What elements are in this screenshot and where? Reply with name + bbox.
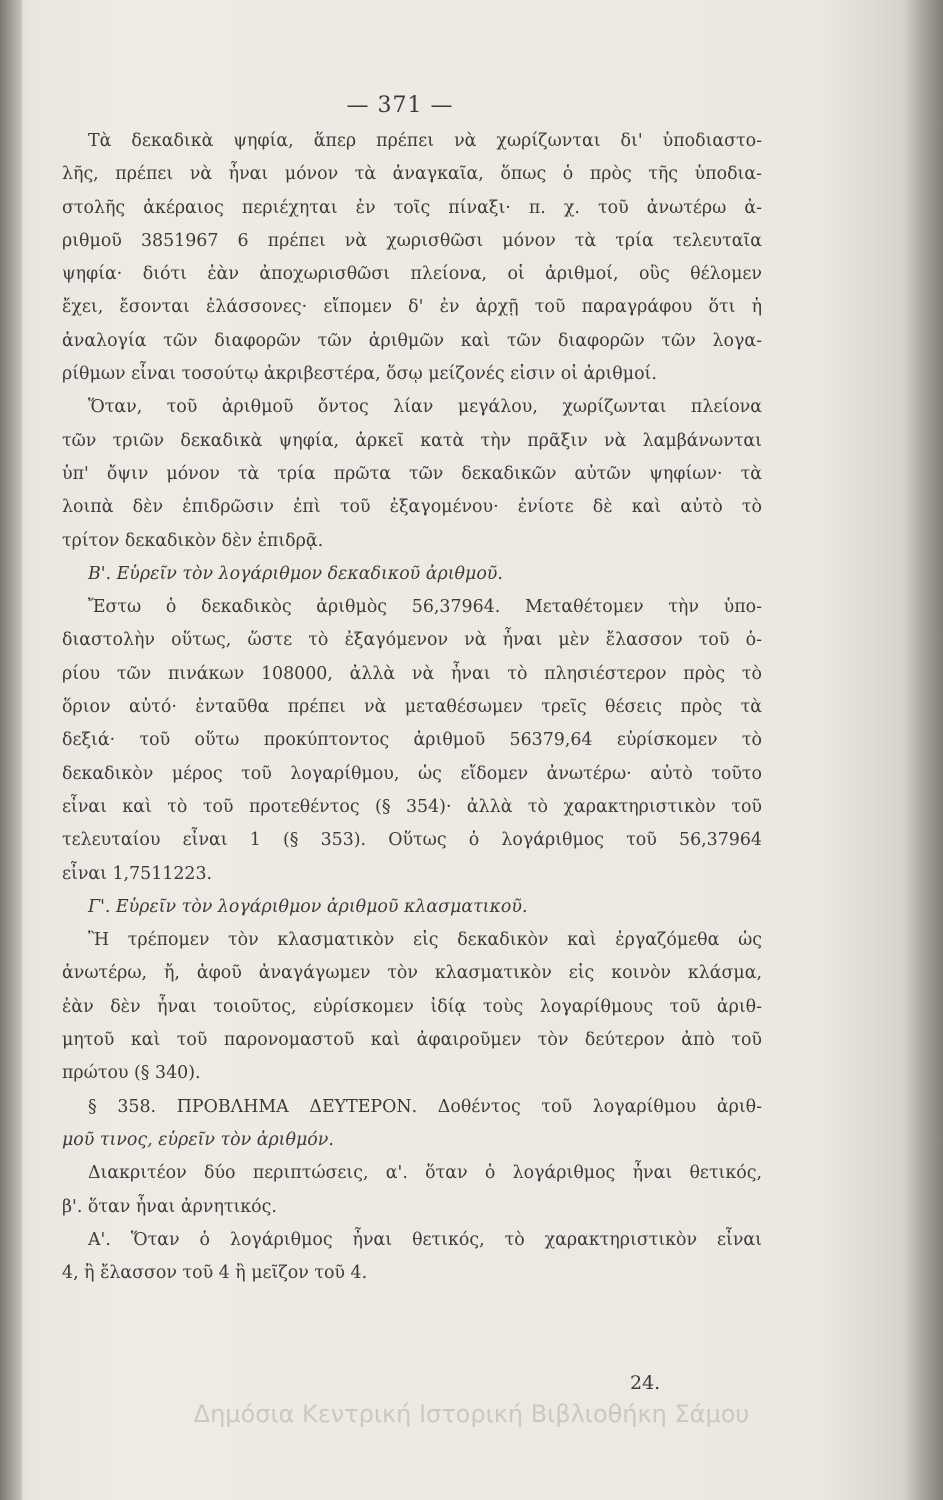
text-line: Ἢ τρέπομεν τὸν κλασματικὸν εἰς δεκαδικὸν καὶ ἐργαζόμεθα ὡς [88, 930, 762, 951]
text-line: Β'. Εὑρεῖν τὸν λογάριθμον δεκαδικοῦ ἀριθμοῦ. [88, 563, 503, 584]
text-line: λοιπὰ δὲν ἐπιδρῶσιν ἐπὶ τοῦ ἐξαγομένου· ἐνίοτε δὲ καὶ αὐτὸ τὸ [62, 497, 762, 518]
library-watermark: Δημόσια Κεντρική Ιστορική Βιβλιοθήκη Σάμου [193, 1400, 750, 1428]
text-line: εἶναι 1,7511223. [62, 863, 213, 884]
text-line: πρώτου (§ 340). [62, 1063, 201, 1084]
text-line: ἀνωτέρω, ἤ, ἀφοῦ ἀναγάγωμεν τὸν κλασματικὸν εἰς κοινὸν κλάσμα, [62, 963, 762, 984]
text-line: ψηφία· διότι ἐὰν ἀποχωρισθῶσι πλείονα, οἱ ἀριθμοί, οὓς θέλομεν [62, 264, 762, 285]
page-gutter-shadow [0, 0, 22, 1500]
text-line: Γ'. Εὑρεῖν τὸν λογάριθμον ἀριθμοῦ κλασματικοῦ. [88, 896, 528, 917]
text-line: τρίτον δεκαδικὸν δὲν ἐπιδρᾷ. [62, 530, 324, 551]
text-line: εἶναι καὶ τὸ τοῦ προτεθέντος (§ 354)· ἀλλὰ τὸ χαρακτηριστικὸν τοῦ [62, 796, 762, 817]
text-line: Τὰ δεκαδικὰ ψηφία, ἅπερ πρέπει νὰ χωρίζωνται δι' ὑποδιαστο- [88, 131, 762, 151]
text-line: δεκαδικὸν μέρος τοῦ λογαρίθμου, ὡς εἴδομεν ἀνωτέρω· αὐτὸ τοῦτο [62, 763, 762, 784]
text-line: ἔχει, ἔσονται ἐλάσσονες· εἴπομεν δ' ἐν ἀρχῇ τοῦ παραγράφου ὅτι ἡ [62, 297, 762, 318]
text-line: στολῆς ἀκέραιος περιέχηται ἐν τοῖς πίναξι· π. χ. τοῦ ἀνωτέρω ἀ- [62, 197, 762, 218]
text-line: ρίου τῶν πινάκων 108000, ἀλλὰ νὰ ἦναι τὸ πλησιέστερον πρὸς τὸ [62, 663, 762, 684]
text-line: Διακριτέον δύο περιπτώσεις, α'. ὅταν ὁ λογάριθμος ἦναι θετικός, [88, 1163, 762, 1184]
text-line: δεξιά· τοῦ οὕτω προκύπτοντος ἀριθμοῦ 56379,64 εὑρίσκομεν τὸ [62, 730, 762, 751]
text-line: μοῦ τινος, εὑρεῖν τὸν ἀριθμόν. [62, 1129, 334, 1150]
text-line: Ὅταν, τοῦ ἀριθμοῦ ὄντος λίαν μεγάλου, χωρίζωνται πλείονα [88, 397, 762, 418]
text-line: διαστολὴν οὕτως, ὥστε τὸ ἐξαγόμενον νὰ ἦναι μὲν ἔλασσον τοῦ ὁ- [62, 630, 762, 651]
text-line: β'. ὅταν ἦναι ἀρνητικός. [62, 1196, 277, 1217]
text-line: ὅριον αὐτό· ἐνταῦθα πρέπει νὰ μεταθέσωμεν τρεῖς θέσεις πρὸς τὰ [62, 697, 762, 718]
text-line: ἀναλογία τῶν διαφορῶν τῶν ἀριθμῶν καὶ τῶν διαφορῶν τῶν λογα- [62, 330, 762, 351]
text-line: Α'. Ὅταν ὁ λογάριθμος ἦναι θετικός, τὸ χαρακτηριστικὸν εἶναι [88, 1229, 762, 1250]
text-line: μητοῦ καὶ τοῦ παρονομαστοῦ καὶ ἀφαιροῦμεν τὸν δεύτερον ἀπὸ τοῦ [62, 1030, 762, 1051]
text-line: ἐὰν δὲν ἦναι τοιοῦτος, εὑρίσκομεν ἰδίᾳ τοὺς λογαρίθμους τοῦ ἀριθ- [62, 996, 762, 1017]
text-line: Ἔστω ὁ δεκαδικὸς ἀριθμὸς 56,37964. Μεταθέτομεν τὴν ὑπο- [88, 597, 762, 618]
text-line: τῶν τριῶν δεκαδικὰ ψηφία, ἀρκεῖ κατὰ τὴν πρᾶξιν νὰ λαμβάνωνται [62, 430, 762, 451]
page-number: — 371 — [346, 93, 454, 118]
text-line: ὑπ' ὄψιν μόνον τὰ τρία πρῶτα τῶν δεκαδικῶν αὐτῶν ψηφίων· τὰ [62, 463, 762, 484]
body-text [62, 125, 762, 1290]
signature-mark: 24. [630, 1372, 661, 1394]
text-line: λῆς, πρέπει νὰ ἦναι μόνον τὰ ἀναγκαῖα, ὅπως ὁ πρὸς τῆς ὑποδια- [62, 164, 762, 185]
text-line: ριθμοῦ 3851967 6 πρέπει νὰ χωρισθῶσι μόνον τὰ τρία τελευταῖα [62, 230, 762, 251]
text-line: ρίθμων εἶναι τοσούτῳ ἀκριβεστέρα, ὅσῳ μείζονές εἰσιν οἱ ἀριθμοί. [62, 364, 657, 385]
page-edge-shadow [903, 0, 943, 1500]
text-line: 4, ἢ ἔλασσον τοῦ 4 ἢ μεῖζον τοῦ 4. [62, 1263, 368, 1284]
text-line: § 358. ΠΡΟΒΛΗΜΑ ΔΕΥΤΕΡΟΝ. Δοθέντος τοῦ λογαρίθμου ἀριθ- [88, 1096, 762, 1117]
text-line: τελευταίου εἶναι 1 (§ 353). Οὕτως ὁ λογάριθμος τοῦ 56,37964 [62, 830, 762, 851]
